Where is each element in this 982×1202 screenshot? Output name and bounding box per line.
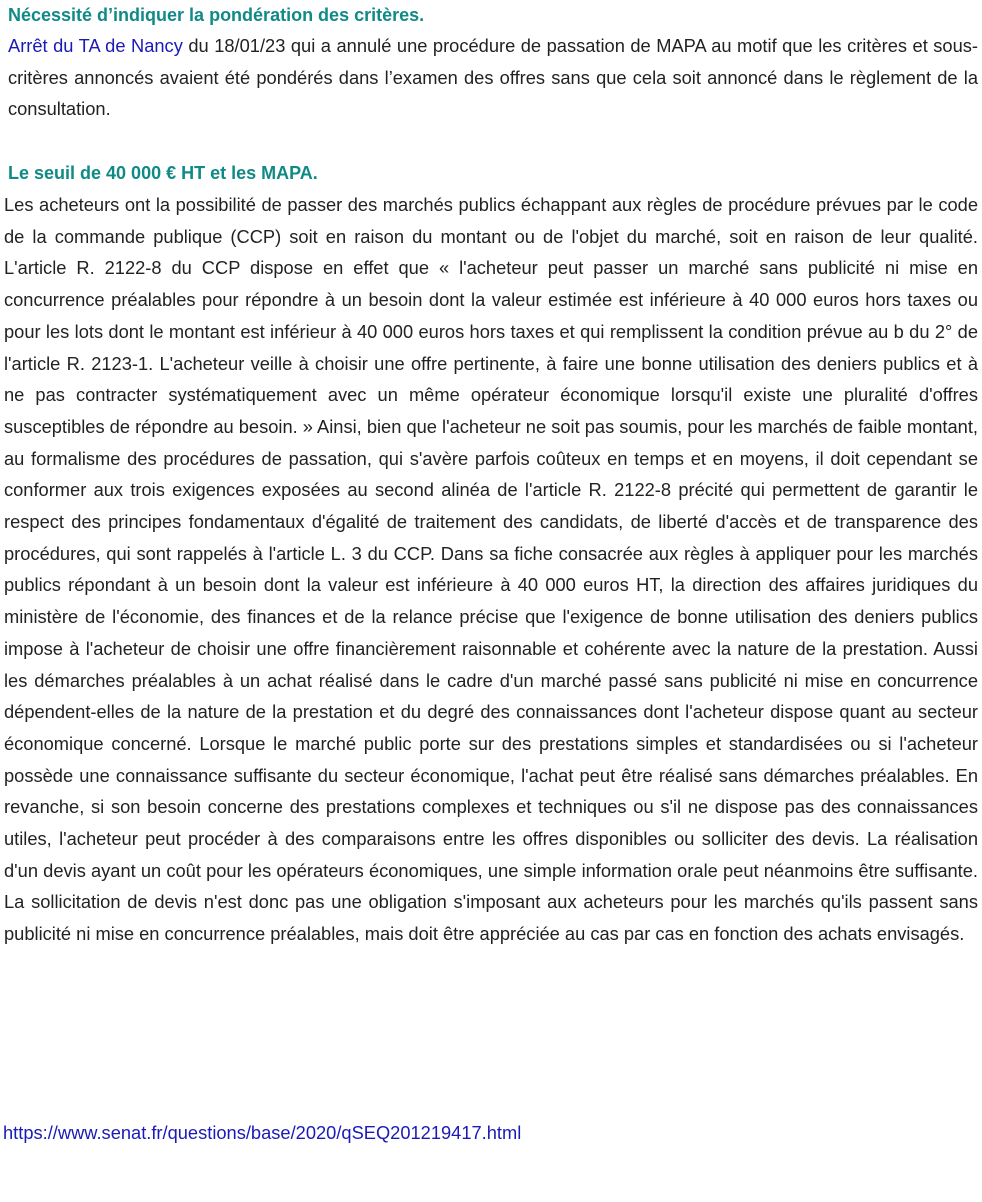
paragraph-tribunal-decision [8, 30, 978, 125]
link-arret-ta-nancy[interactable]: Arrêt du TA de Nancy [8, 35, 183, 56]
heading-seuil-mapa: Le seuil de 40 000 € HT et les MAPA. [8, 163, 318, 183]
link-senat-question[interactable]: https://www.senat.fr/questions/base/2020/qSEQ201219417.html [3, 1122, 522, 1143]
paragraph-tribunal-decision-text: du 18/01/23 qui a annulé une procédure de passation de MAPA au motif que les critères et sous-critères annoncés avaient été pondérés dans l’examen des offres sans que cela soit annoncé dans le règlement de la consultation. [8, 35, 978, 120]
heading-ponderation-criteres: Nécessité d’indiquer la pondération des critères. [8, 5, 425, 25]
paragraph-seuil-mapa: Les acheteurs ont la possibilité de passer des marchés publics échappant aux règles de procédure prévues par le code de la commande publique (CCP) soit en raison du montant ou de l'objet du marché, soit en raison de leur qualité. L'article R. 2122-8 du CCP dispose en effet que « l'acheteur peut passer un marché sans publicité ni mise en concurrence préalables pour répondre à un besoin dont la valeur estimée est inférieure à 40 000 euros hors taxes ou pour les lots dont le montant est inférieur à 40 000 euros hors taxes et qui remplissent la condition prévue au b du 2° de l'article R. 2123-1. L'acheteur veille à choisir une offre pertinente, à faire une bonne utilisation des deniers publics et à ne pas contracter systématiquement avec un même opérateur économique lorsqu'il existe une pluralité d'offres susceptibles de répondre au besoin. » Ainsi, bien que l'acheteur ne soit pas soumis, pour les marchés de faible montant, au formalisme des procédures de passation, qui s'avère parfois coûteux en temps et en moyens, il doit cependant se conformer aux trois exigences exposées au second alinéa de l'article R. 2122-8 précité qui permettent de garantir le respect des principes fondamentaux d'égalité de traitement des candidats, de liberté d'accès et de transparence des procédures, qui sont rappelés à l'article L. 3 du CCP. Dans sa fiche consacrée aux règles à appliquer pour les marchés publics répondant à un besoin dont la valeur est inférieure à 40 000 euros HT, la direction des affaires juridiques du ministère de l'économie, des finances et de la relance précise que l'exigence de bonne utilisation des deniers publics impose à l'acheteur de choisir une offre financièrement raisonnable et cohérente avec la nature de la prestation. Aussi les démarches préalables à un achat réalisé dans le cadre d'un marché passé sans publicité ni mise en concurrence dépendent-elles de la nature de la prestation et du degré des connaissances dont l'acheteur dispose quant au secteur économique concerné. Lorsque le marché public porte sur des prestations simples et standardisées ou si l'acheteur possède une connaissance suffisante du secteur économique, l'achat peut être réalisé sans démarches préalables. En revanche, si son besoin concerne des prestations complexes et techniques ou s'il ne dispose pas des connaissances utiles, l'acheteur peut procéder à des comparaisons entre les offres disponibles ou solliciter des devis. La réalisation d'un devis ayant un coût pour les opérateurs économiques, une simple information orale peut néanmoins être suffisante. La sollicitation de devis n'est donc pas une obligation s'imposant aux acheteurs pour les marchés qu'ils passent sans publicité ni mise en concurrence préalables, mais doit être appréciée au cas par cas en fonction des achats envisagés. [4, 194, 978, 945]
